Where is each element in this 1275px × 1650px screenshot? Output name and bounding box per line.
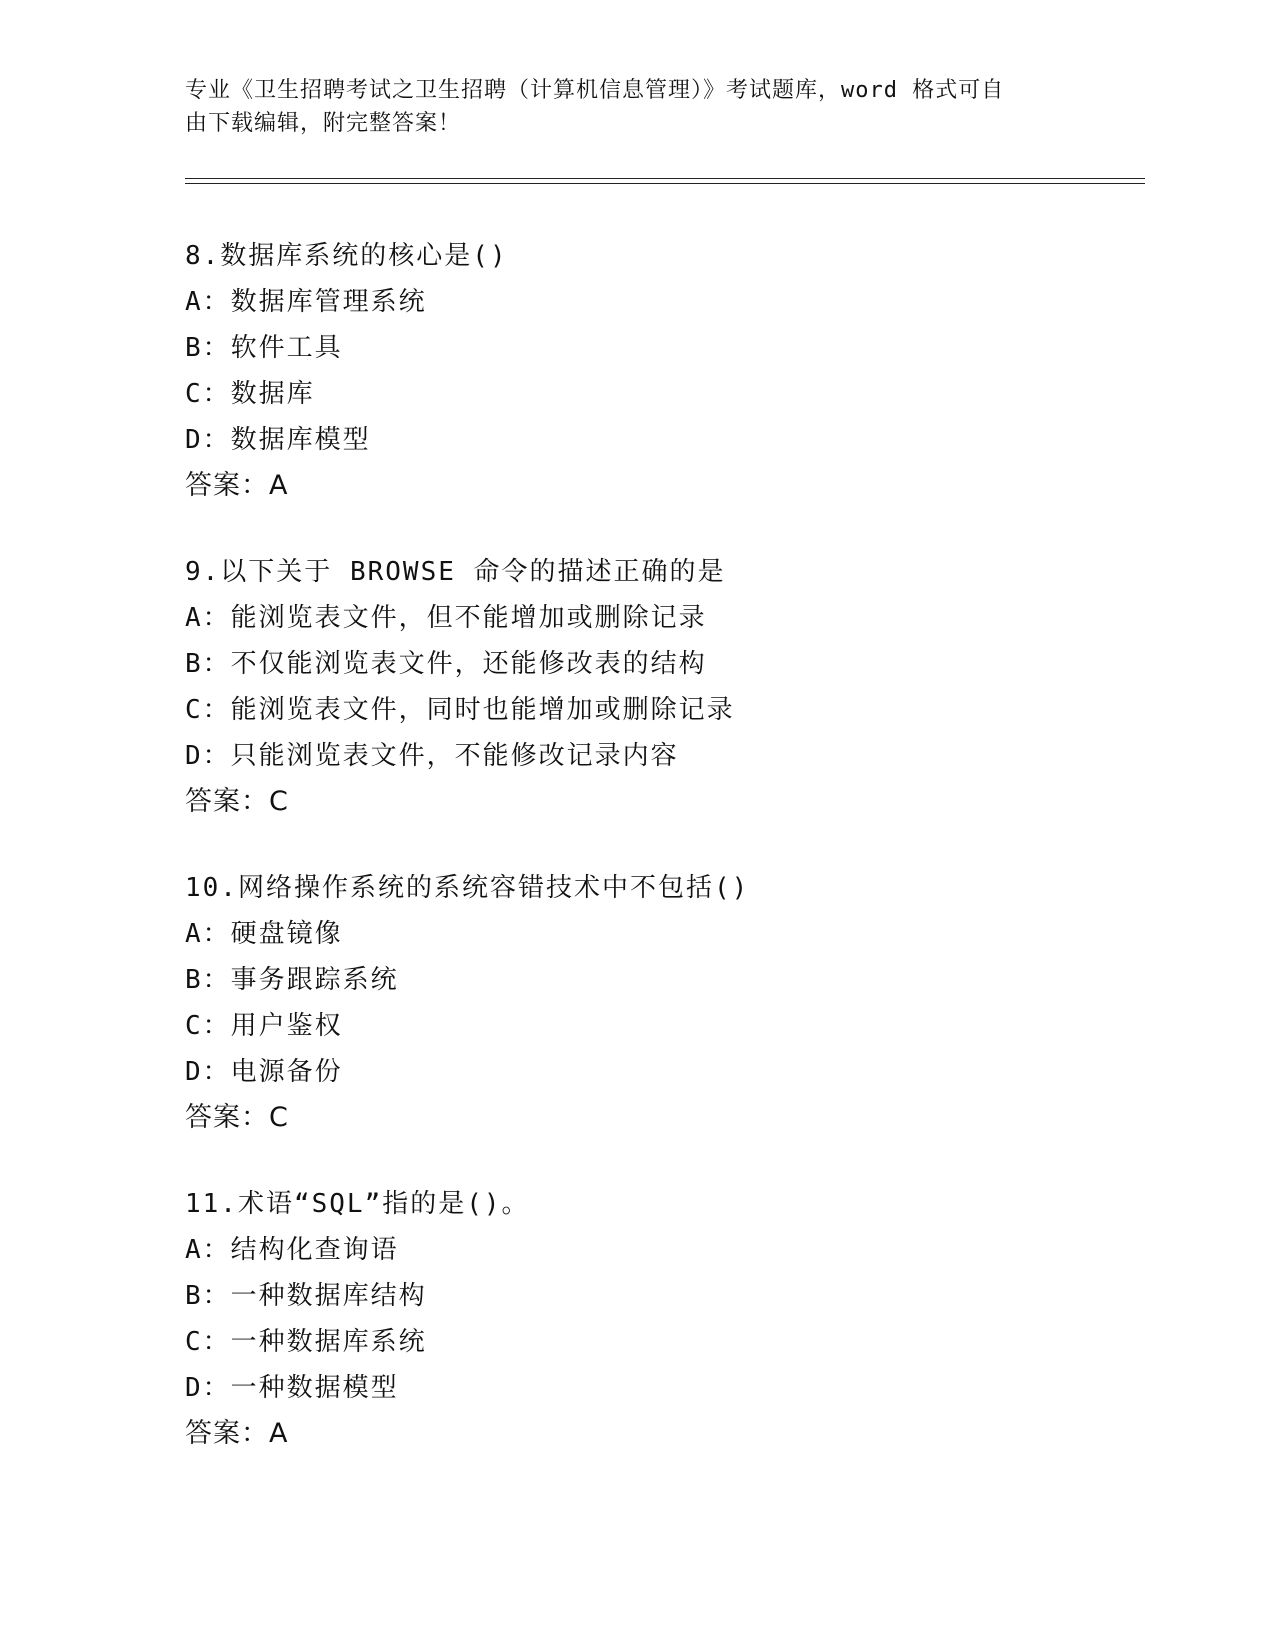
option-text: 一种数据库结构 bbox=[230, 1281, 427, 1311]
option-c bbox=[185, 371, 1145, 417]
option-text: 只能浏览表文件，不能修改记录内容 bbox=[230, 741, 679, 771]
option-label: A： bbox=[185, 603, 231, 633]
option-a bbox=[185, 595, 1145, 641]
question-10 bbox=[185, 865, 1145, 1141]
document-header bbox=[185, 74, 1065, 140]
option-label: C： bbox=[185, 1011, 231, 1041]
option-text: 软件工具 bbox=[230, 333, 343, 363]
option-text: 一种数据库系统 bbox=[230, 1327, 427, 1357]
option-label: D： bbox=[185, 741, 231, 771]
option-d bbox=[185, 733, 1145, 779]
option-a bbox=[185, 911, 1145, 957]
option-label: A： bbox=[185, 1235, 231, 1265]
answer-line: 答案：C bbox=[185, 786, 289, 817]
option-label: A： bbox=[185, 919, 231, 949]
answer-line: 答案：A bbox=[185, 470, 289, 501]
option-text: 一种数据模型 bbox=[230, 1373, 399, 1403]
option-label: B： bbox=[185, 1281, 231, 1311]
option-a bbox=[185, 279, 1145, 325]
option-label: D： bbox=[185, 1057, 231, 1087]
option-d bbox=[185, 1365, 1145, 1411]
option-label: C： bbox=[185, 1327, 231, 1357]
option-label: D： bbox=[185, 425, 231, 455]
option-d bbox=[185, 417, 1145, 463]
option-label: B： bbox=[185, 333, 231, 363]
question-title: 11.术语“SQL”指的是()。 bbox=[185, 1189, 530, 1219]
question-8 bbox=[185, 233, 1145, 509]
option-label: D： bbox=[185, 1373, 231, 1403]
option-c bbox=[185, 1319, 1145, 1365]
answer-line: 答案：A bbox=[185, 1418, 289, 1449]
option-text: 事务跟踪系统 bbox=[230, 965, 399, 995]
option-label: C： bbox=[185, 695, 231, 725]
option-text: 能浏览表文件，但不能增加或删除记录 bbox=[230, 603, 707, 633]
question-title: 10.网络操作系统的系统容错技术中不包括() bbox=[185, 873, 750, 903]
option-text: 数据库模型 bbox=[230, 425, 371, 455]
option-b bbox=[185, 1273, 1145, 1319]
option-text: 硬盘镜像 bbox=[230, 919, 343, 949]
option-text: 数据库 bbox=[230, 379, 315, 409]
option-b bbox=[185, 641, 1145, 687]
option-c bbox=[185, 687, 1145, 733]
answer-line: 答案：C bbox=[185, 1102, 289, 1133]
option-text: 结构化查询语 bbox=[230, 1235, 399, 1265]
option-label: B： bbox=[185, 965, 231, 995]
option-text: 电源备份 bbox=[230, 1057, 343, 1087]
option-label: B： bbox=[185, 649, 231, 679]
header-line-2: 由下载编辑，附完整答案！ bbox=[185, 111, 462, 136]
option-a bbox=[185, 1227, 1145, 1273]
option-b bbox=[185, 325, 1145, 371]
header-divider-top bbox=[185, 178, 1145, 179]
header-divider-bottom bbox=[185, 183, 1145, 184]
question-9 bbox=[185, 549, 1145, 825]
option-d bbox=[185, 1049, 1145, 1095]
option-label: C： bbox=[185, 379, 231, 409]
question-title: 8.数据库系统的核心是() bbox=[185, 241, 508, 271]
option-c bbox=[185, 1003, 1145, 1049]
option-text: 不仅能浏览表文件，还能修改表的结构 bbox=[230, 649, 707, 679]
option-text: 用户鉴权 bbox=[230, 1011, 343, 1041]
question-title: 9.以下关于 BROWSE 命令的描述正确的是 bbox=[185, 557, 726, 587]
question-11 bbox=[185, 1181, 1145, 1457]
option-b bbox=[185, 957, 1145, 1003]
header-line-1: 专业《卫生招聘考试之卫生招聘（计算机信息管理）》考试题库，word 格式可自 bbox=[185, 78, 1005, 103]
option-text: 能浏览表文件，同时也能增加或删除记录 bbox=[230, 695, 735, 725]
option-text: 数据库管理系统 bbox=[230, 287, 427, 317]
option-label: A： bbox=[185, 287, 231, 317]
